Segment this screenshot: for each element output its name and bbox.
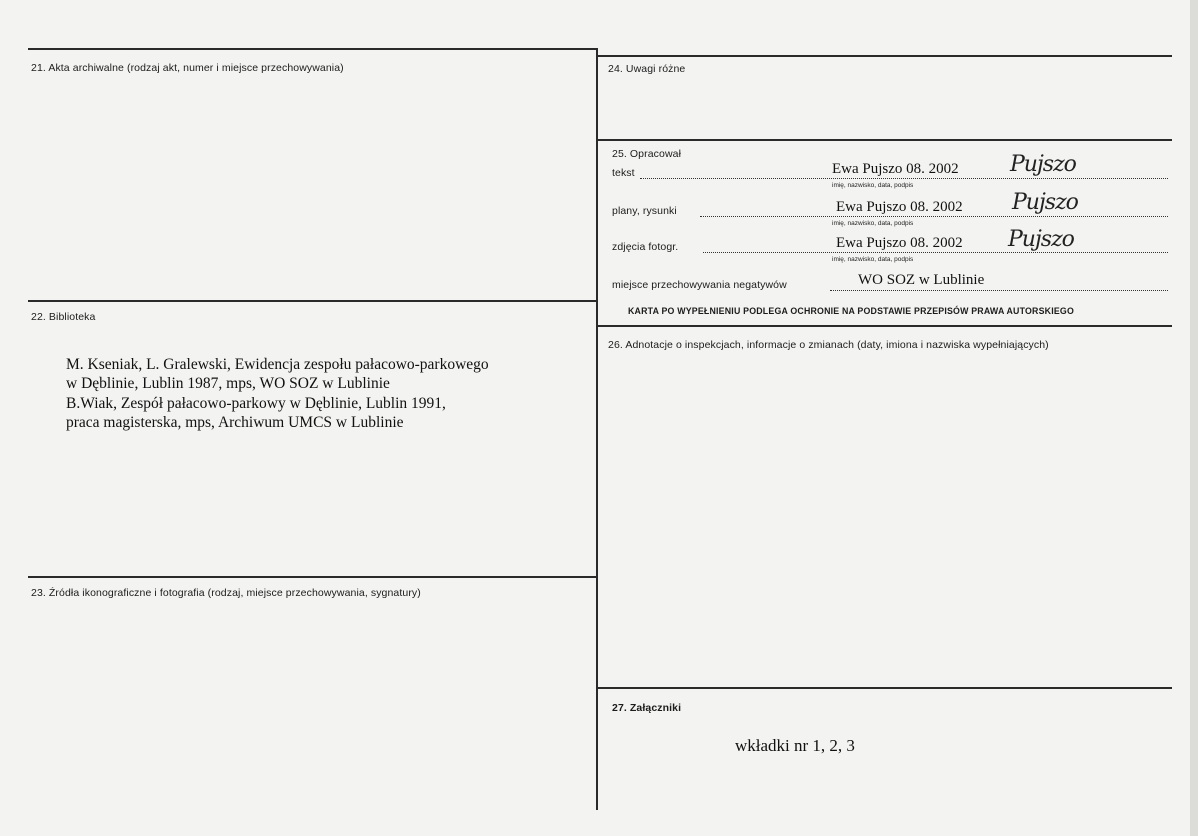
author-photos-caption: imię, nazwisko, data, podpis (832, 256, 914, 263)
center-divider (596, 48, 598, 810)
divider-22-23 (28, 576, 598, 578)
scan-edge (1190, 0, 1198, 836)
author-photos-dotline (703, 252, 1168, 253)
signature-text-row: Pujszo (1010, 152, 1076, 177)
section-23-title: 23. Źródła ikonograficzne i fotografia (rodzaj, miejsce przechowywania, sygnatury) (31, 587, 421, 599)
library-entry-line-3: B.Wiak, Zespół pałacowo-parkowy w Dęblinie, Lublin 1991, (66, 395, 446, 412)
author-text-caption: imię, nazwisko, data, podpis (832, 182, 914, 189)
negatives-label: miejsce przechowywania negatywów (612, 279, 787, 291)
negatives-dotline (830, 290, 1168, 291)
divider-top-left (28, 48, 598, 50)
divider-25-26 (597, 325, 1172, 327)
section-27-title: 27. Załączniki (612, 702, 682, 714)
divider-24-25 (597, 139, 1172, 141)
divider-top-right (597, 55, 1172, 57)
library-entry-line-2: w Dęblinie, Lublin 1987, mps, WO SOZ w Lublinie (66, 375, 390, 392)
author-photos-value: Ewa Pujszo 08. 2002 (836, 235, 963, 251)
library-entry-line-4: praca magisterska, mps, Archiwum UMCS w Lublinie (66, 414, 404, 431)
author-photos-label: zdjęcia fotogr. (612, 241, 679, 253)
author-text-dotline (640, 178, 1168, 179)
negatives-value: WO SOZ w Lublinie (858, 272, 985, 288)
section-21-title: 21. Akta archiwalne (rodzaj akt, numer i miejsce przechowywania) (31, 62, 344, 74)
attachments-value: wkładki nr 1, 2, 3 (735, 736, 855, 755)
section-25-title: 25. Opracował (612, 148, 682, 160)
author-text-label: tekst (612, 167, 635, 179)
author-plans-value: Ewa Pujszo 08. 2002 (836, 199, 963, 215)
signature-plans-row: Pujszo (1012, 190, 1078, 215)
signature-photos-row: Pujszo (1008, 227, 1074, 252)
author-plans-dotline (700, 216, 1168, 217)
author-text-value: Ewa Pujszo 08. 2002 (832, 161, 959, 177)
author-plans-label: plany, rysunki (612, 205, 677, 217)
divider-21-22 (28, 300, 598, 302)
section-22-title: 22. Biblioteka (31, 311, 96, 323)
divider-26-27 (597, 687, 1172, 689)
library-entry-line-1: M. Kseniak, L. Gralewski, Ewidencja zespołu pałacowo-parkowego (66, 356, 489, 373)
author-plans-caption: imię, nazwisko, data, podpis (832, 220, 914, 227)
section-24-title: 24. Uwagi różne (608, 63, 686, 75)
copyright-note: KARTA PO WYPEŁNIENIU PODLEGA OCHRONIE NA PODSTAWIE PRZEPISÓW PRAWA AUTORSKIEGO (628, 306, 1075, 316)
section-26-title: 26. Adnotacje o inspekcjach, informacje o zmianach (daty, imiona i nazwiska wypełniających) (608, 339, 1049, 351)
